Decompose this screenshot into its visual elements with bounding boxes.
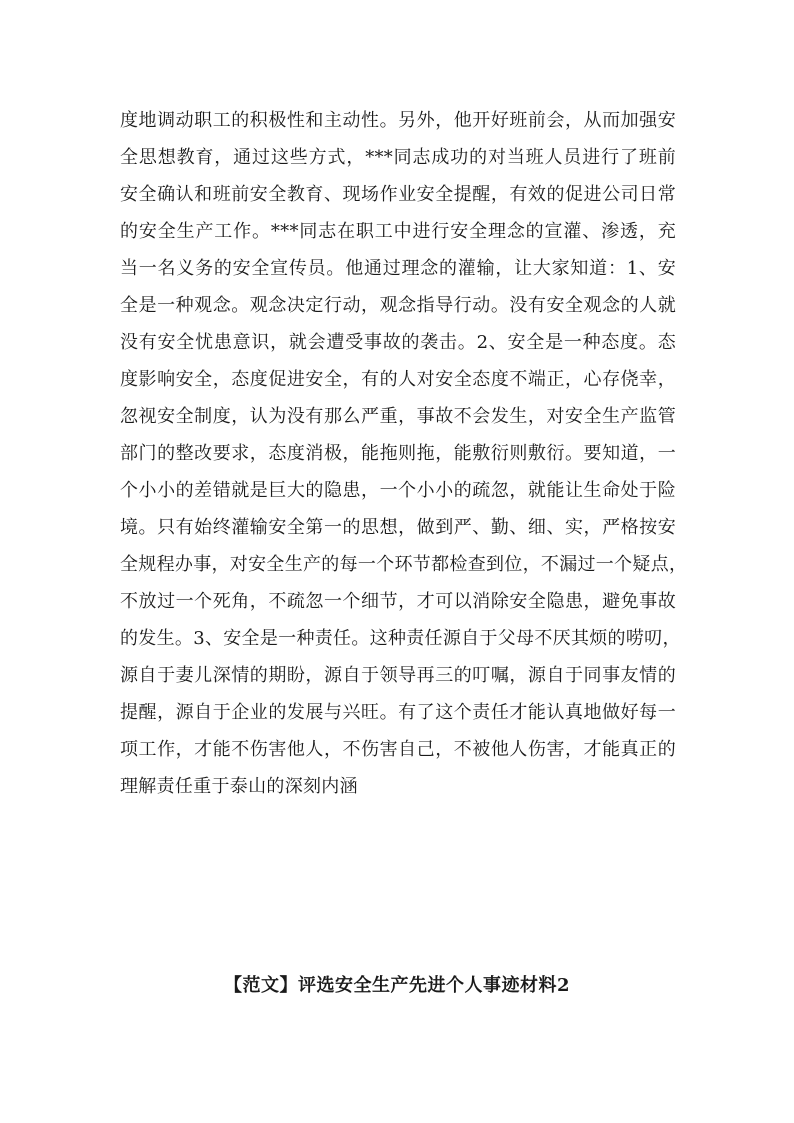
paragraph-line: 全思想教育，通过这些方式，***同志成功的对当班人员进行了班前 <box>120 147 676 168</box>
paragraph-line: 忽视安全制度，认为没有那么严重，事故不会发生，对安全生产监管 <box>120 406 676 427</box>
paragraph-line: 的发生。3、安全是一种责任。这种责任源自于父母不厌其烦的唠叨， <box>120 628 681 649</box>
paragraph-line: 全是一种观念。观念决定行动，观念指导行动。没有安全观念的人就 <box>120 295 676 316</box>
paragraph-line: 源自于妻儿深情的期盼，源自于领导再三的叮嘱，源自于同事友情的 <box>120 665 676 686</box>
paragraph-line: 度影响安全，态度促进安全，有的人对安全态度不端正，心存侥幸， <box>120 369 676 390</box>
paragraph-line: 个小小的差错就是巨大的隐患，一个小小的疏忽，就能让生命处于险 <box>120 480 676 501</box>
paragraph-line: 理解责任重于泰山的深刻内涵 <box>120 776 358 797</box>
paragraph-line: 度地调动职工的积极性和主动性。另外，他开好班前会，从而加强安 <box>120 110 676 131</box>
paragraph-line: 没有安全忧患意识，就会遭受事故的袭击。2、安全是一种态度。态 <box>120 332 676 353</box>
paragraph-line: 的安全生产工作。***同志在职工中进行安全理念的宣灌、渗透，充 <box>120 221 676 242</box>
paragraph-line: 全规程办事，对安全生产的每一个环节都检查到位，不漏过一个疑点， <box>120 554 688 575</box>
body-paragraph <box>120 102 688 805</box>
paragraph-line: 提醒，源自于企业的发展与兴旺。有了这个责任才能认真地做好每一 <box>120 702 676 723</box>
paragraph-line: 不放过一个死角，不疏忽一个细节，才可以消除安全隐患，避免事故 <box>120 591 676 612</box>
paragraph-line: 境。只有始终灌输安全第一的思想，做到严、勤、细、实，严格按安 <box>120 517 676 538</box>
paragraph-line: 部门的整改要求，态度消极，能拖则拖，能敷衍则敷衍。要知道，一 <box>120 443 676 464</box>
paragraph-line: 当一名义务的安全宣传员。他通过理念的灌输，让大家知道：1、安 <box>120 258 676 279</box>
paragraph-line: 项工作，才能不伤害他人，不伤害自己，不被他人伤害，才能真正的 <box>120 739 676 760</box>
paragraph-line: 安全确认和班前安全教育、现场作业安全提醒，有效的促进公司日常 <box>120 184 676 205</box>
section-heading: 【范文】评选安全生产先进个人事迹材料2 <box>223 975 571 996</box>
